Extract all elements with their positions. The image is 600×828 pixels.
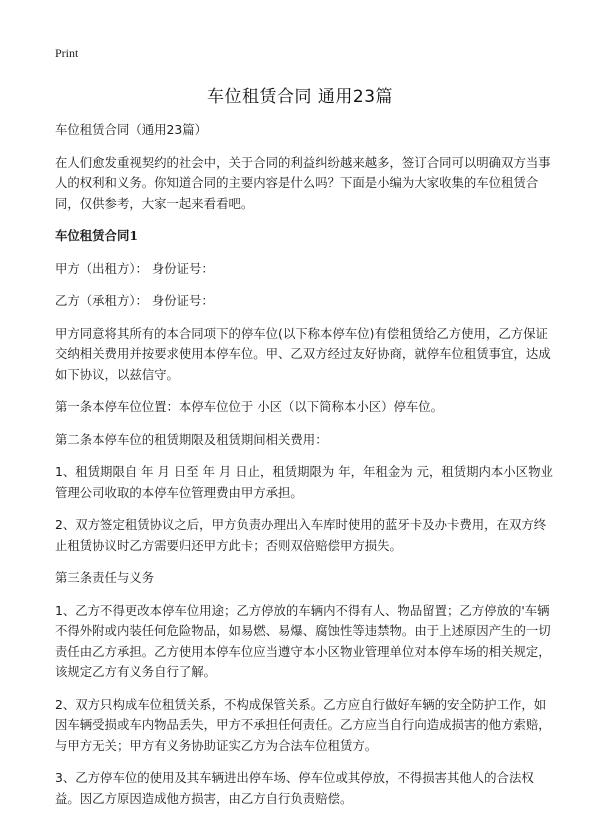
article-1: 第一条本停车位位置：本停车位位于 小区（以下简称本小区）停车位。 — [55, 399, 444, 414]
party-a-line: 甲方（出租方）： 身份证号： — [55, 260, 214, 276]
document-subtitle: 车位租赁合同（通用23篇） — [55, 122, 208, 137]
article-2-item-1: 1、租赁期限自 年 月 日至 年 月 日止，租赁期限为 年，年租金为 元，租赁期内本小区物业管理公司收取的本停车位管理费由甲方承担。 — [55, 464, 553, 500]
document-body — [55, 120, 555, 821]
section-heading: 车位租赁合同1 — [55, 228, 138, 243]
print-link[interactable]: Print — [55, 46, 79, 60]
party-b-line: 乙方（承租方）： 身份证号： — [55, 293, 214, 308]
agreement-paragraph: 甲方同意将其所有的本合同项下的停车位(以下称本停车位)有偿租赁给乙方使用，乙方保证交纳相关费用并按要求使用本停车位。甲、乙双方经过友好协商，就停车位租赁事宜，达成如下协议，以兹信守。 — [55, 325, 551, 382]
article-2-item-2: 2、双方签定租赁协议之后，甲方负责办理出入车库时使用的蓝牙卡及办卡费用，在双方终止租赁协议时乙方需要归还甲方此卡；否则双倍赔偿甲方损失。 — [55, 517, 547, 553]
article-3: 第三条责任与义务 — [55, 570, 155, 585]
article-3-item-3: 3、乙方停车位的使用及其车辆进出停车场、停车位或其停放，不得损害其他人的合法权益。因乙方原因造成他方损害，由乙方自行负责赔偿。 — [55, 770, 534, 806]
article-3-item-2: 2、双方只构成车位租赁关系，不构成保管关系。乙方应自行做好车辆的安全防护工作，如因车辆受损或车内物品丢失，甲方不承担任何责任。乙方应当自行向造成损害的他方索赔，与甲方无关；甲方有义务协助证实乙方为合法车位租赁方。 — [55, 696, 551, 753]
article-3-item-1: 1、乙方不得更改本停车位用途；乙方停放的车辆内不得有人、物品留置；乙方停放的'车辆不得外附或内装任何危险物品，如易燃、易爆、腐蚀性等违禁物。由于上述原因产生的一切责任由乙方承担。乙方使用本停车位应当遵守本小区物业管理单位对本停车场的相关规定，该规定乙方有义务自行了解。 — [55, 602, 551, 679]
article-2: 第二条本停车位的租赁期限及租赁期间相关费用： — [55, 431, 328, 447]
intro-paragraph: 在人们愈发重视契约的社会中，关于合同的利益纠纷越来越多，签订合同可以明确双方当事人的权利和义务。你知道合同的主要内容是什么吗？下面是小编为大家收集的车位租赁合同，仅供参考，大家一起来看看吧。 — [55, 154, 551, 211]
page-title: 车位租赁合同 通用23篇 — [206, 87, 394, 107]
